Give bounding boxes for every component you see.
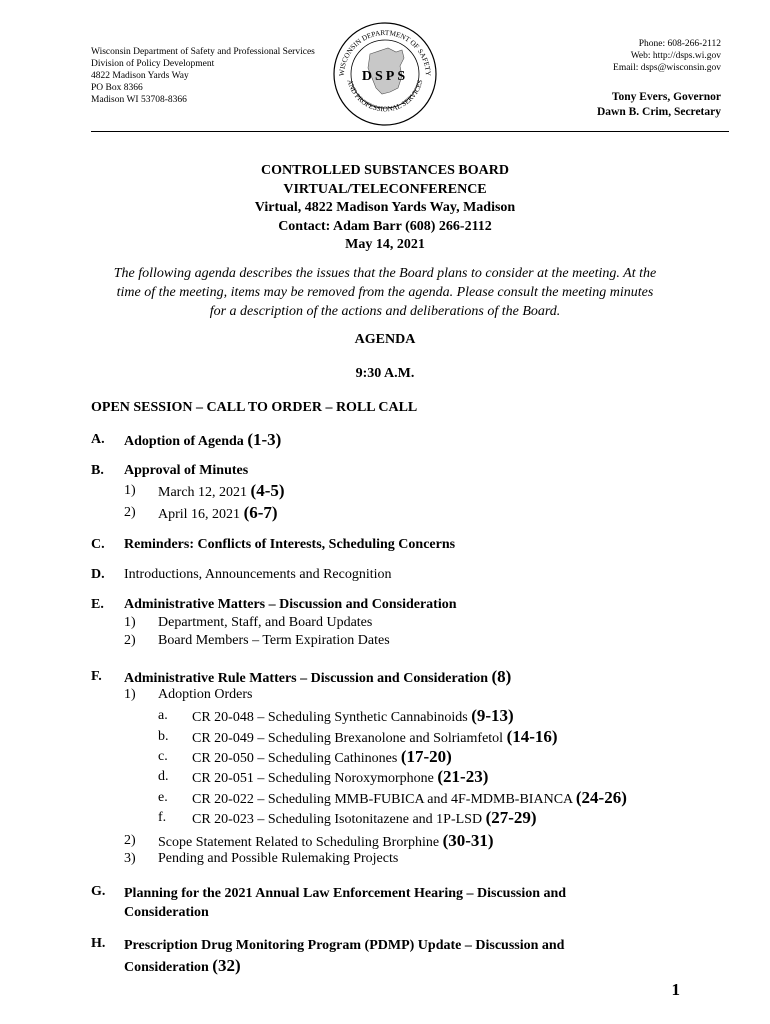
page-ref: (30-31) xyxy=(442,831,494,850)
item-number: 1) xyxy=(124,687,136,702)
title-line: Contact: Adam Barr (608) 266-2112 xyxy=(278,218,492,234)
agenda-heading: AGENDA xyxy=(354,332,416,347)
org-line: Wisconsin Department of Safety and Professional Services xyxy=(91,47,315,57)
page-ref: (8) xyxy=(491,667,512,686)
governor-name: Tony Evers, Governor xyxy=(611,91,721,103)
page-ref: (9-13) xyxy=(471,706,514,725)
section-c-title: Reminders: Conflicts of Interests, Scheduling Concerns xyxy=(124,537,456,552)
org-line: 4822 Madison Yards Way xyxy=(91,71,189,81)
section-letter: F. xyxy=(91,669,102,684)
contact-web: Web: http://dsps.wi.gov xyxy=(630,51,721,61)
contact-email: Email: dsps@wisconsin.gov xyxy=(613,63,721,73)
section-letter: E. xyxy=(91,597,104,612)
intro-paragraph xyxy=(85,264,685,321)
org-line: Division of Policy Development xyxy=(91,59,215,69)
open-session-heading: OPEN SESSION – CALL TO ORDER – ROLL CALL xyxy=(91,400,418,415)
page-ref: (6-7) xyxy=(243,503,278,522)
meeting-time: 9:30 A.M. xyxy=(355,366,415,381)
admin-item: Board Members – Term Expiration Dates xyxy=(158,633,390,648)
section-h-title: Prescription Drug Monitoring Program (PDMP) Update – Discussion and Consideration (32) xyxy=(124,938,565,975)
dsps-seal-logo xyxy=(330,18,440,128)
rule-item: Pending and Possible Rulemaking Projects xyxy=(158,851,399,866)
intro-line: The following agenda describes the issues that the Board plans to consider at the meeting. At the xyxy=(113,266,657,281)
section-letter: G. xyxy=(91,884,106,899)
adoption-order-item: CR 20-023 – Scheduling Isotonitazene and 1P-LSD (27-29) xyxy=(192,808,537,827)
page-ref: (27-29) xyxy=(485,808,537,827)
item-number: 3) xyxy=(124,851,136,866)
rule-item: Scope Statement Related to Scheduling Brorphine (30-31) xyxy=(158,831,494,850)
section-f-title: Administrative Rule Matters – Discussion and Consideration (8) xyxy=(124,667,512,686)
sub-letter: d. xyxy=(158,769,169,784)
section-letter: C. xyxy=(91,537,105,552)
page-ref: (21-23) xyxy=(437,767,489,786)
adoption-order-item: CR 20-050 – Scheduling Cathinones (17-20) xyxy=(192,747,452,766)
adoption-order-item: CR 20-048 – Scheduling Synthetic Cannabinoids (9-13) xyxy=(192,706,514,725)
section-g-title: Planning for the 2021 Annual Law Enforcement Hearing – Discussion and Consideration xyxy=(124,886,567,920)
page-ref: (32) xyxy=(212,956,241,975)
seal-letters: DSPS xyxy=(361,69,409,84)
sub-letter: b. xyxy=(158,729,169,744)
seal-ring-text: AND PROFESSIONAL SERVICES xyxy=(345,78,425,114)
item-number: 2) xyxy=(124,633,136,648)
sub-letter: e. xyxy=(158,790,168,805)
title-line: CONTROLLED SUBSTANCES BOARD xyxy=(261,163,509,178)
org-address-block xyxy=(91,46,315,106)
sub-letter: c. xyxy=(158,749,168,764)
item-number: 2) xyxy=(124,833,136,848)
org-line: Madison WI 53708-8366 xyxy=(91,95,187,105)
item-number: 1) xyxy=(124,483,136,498)
section-e-title: Administrative Matters – Discussion and Consideration xyxy=(124,597,457,612)
meeting-title-block xyxy=(0,162,770,255)
section-letter: A. xyxy=(91,432,105,447)
title-line: May 14, 2021 xyxy=(345,237,425,252)
section-letter: B. xyxy=(91,463,104,478)
page-ref: (17-20) xyxy=(400,747,452,766)
section-d-title: Introductions, Announcements and Recognition xyxy=(124,567,392,582)
adoption-order-item: CR 20-051 – Scheduling Noroxymorphone (21-23) xyxy=(192,767,489,786)
page-ref: (14-16) xyxy=(506,727,558,746)
page-ref: (4-5) xyxy=(250,481,285,500)
contact-phone: Phone: 608-266-2112 xyxy=(638,39,721,49)
section-b-title: Approval of Minutes xyxy=(124,463,249,478)
secretary-name: Dawn B. Crim, Secretary xyxy=(596,106,721,118)
minutes-item: March 12, 2021 (4-5) xyxy=(158,481,285,500)
officials-block xyxy=(597,90,721,120)
title-line: Virtual, 4822 Madison Yards Way, Madison xyxy=(254,200,516,215)
adoption-order-item: CR 20-049 – Scheduling Brexanolone and Solriamfetol (14-16) xyxy=(192,727,558,746)
section-letter: H. xyxy=(91,936,106,951)
title-line: VIRTUAL/TELECONFERENCE xyxy=(283,181,487,197)
org-line: PO Box 8366 xyxy=(91,83,143,93)
page-ref: (24-26) xyxy=(575,788,627,807)
admin-item: Department, Staff, and Board Updates xyxy=(158,615,373,630)
intro-line: time of the meeting, items may be removed from the agenda. Please consult the meeting minutes xyxy=(116,285,654,300)
rule-item: Adoption Orders xyxy=(158,687,253,702)
section-letter: D. xyxy=(91,567,105,582)
page-number: 1 xyxy=(671,980,680,999)
sub-letter: a. xyxy=(158,708,168,723)
minutes-item: April 16, 2021 (6-7) xyxy=(158,503,278,522)
section-a-title: Adoption of Agenda (1-3) xyxy=(124,430,282,449)
seal-ring-text: WISCONSIN DEPARTMENT OF SAFETY xyxy=(337,28,433,77)
sub-letter: f. xyxy=(158,810,167,825)
item-number: 1) xyxy=(124,615,136,630)
page-ref: (1-3) xyxy=(247,430,282,449)
contact-block xyxy=(613,38,721,74)
item-number: 2) xyxy=(124,505,136,520)
intro-line: for a description of the actions and deliberations of the Board. xyxy=(209,304,561,319)
adoption-order-item: CR 20-022 – Scheduling MMB-FUBICA and 4F-MDMB-BIANCA (24-26) xyxy=(192,788,627,807)
header-divider xyxy=(91,131,729,132)
